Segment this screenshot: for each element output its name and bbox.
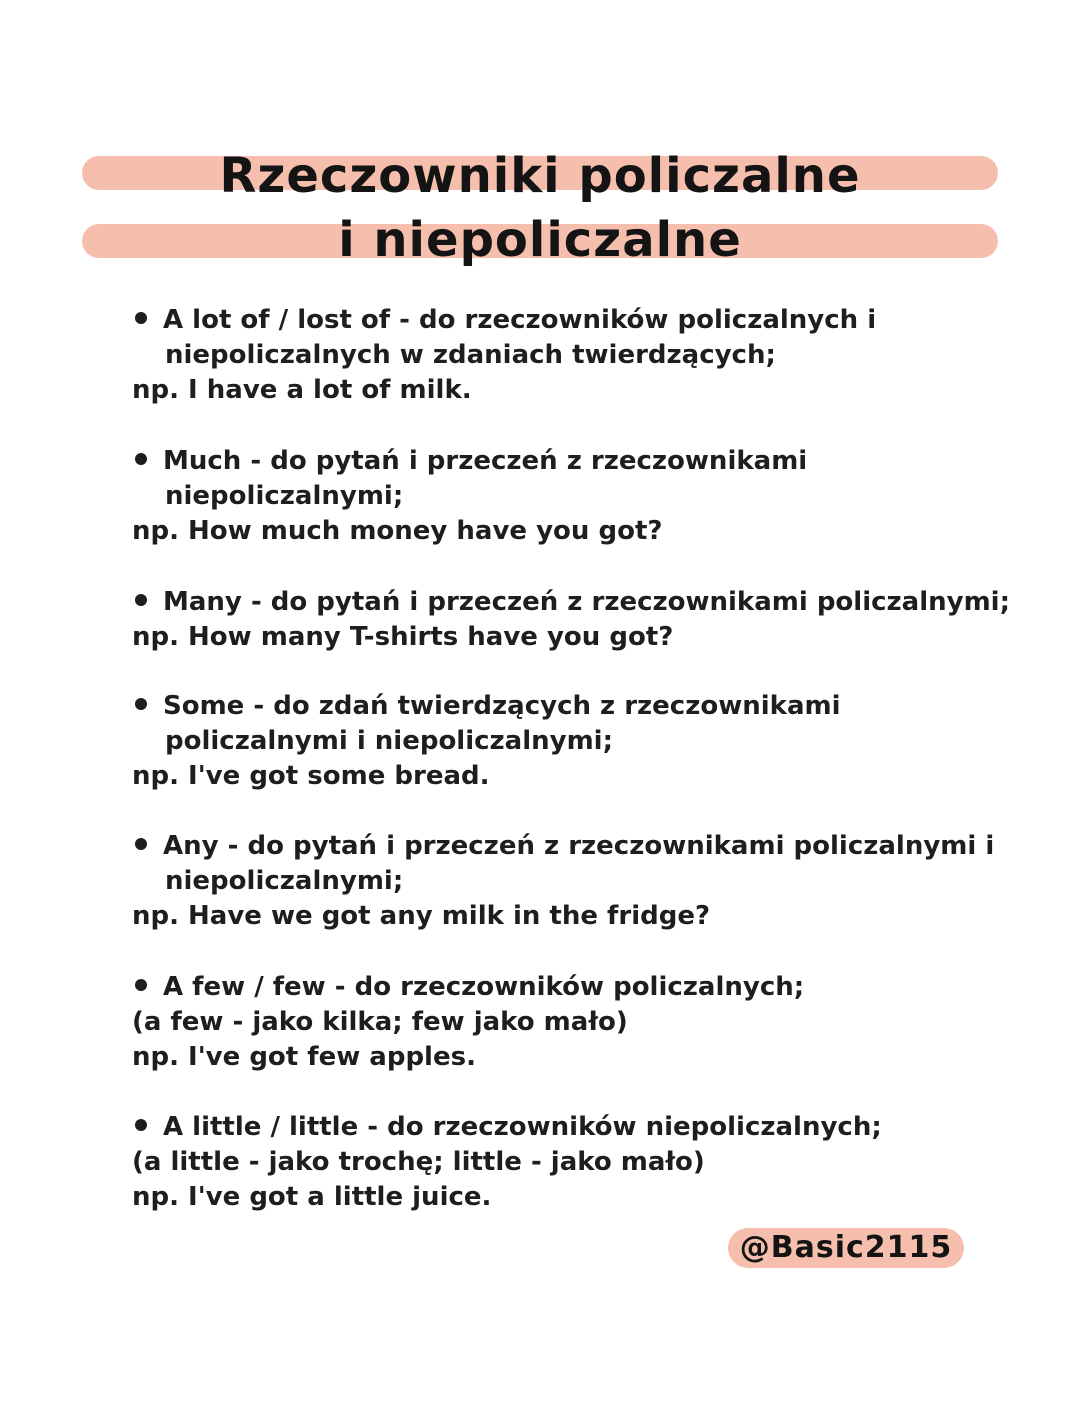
- entry-line: [132, 585, 1012, 620]
- entry-example: np. Have we got any milk in the fridge?: [132, 901, 711, 931]
- entry-example: np. I've got some bread.: [132, 761, 490, 791]
- entry-some: [132, 689, 1012, 794]
- bullet-icon: [135, 838, 147, 850]
- entry-many: [132, 585, 1012, 655]
- entry-term: Many: [163, 585, 242, 620]
- entry-line: [132, 1110, 1012, 1145]
- entry-description-continued: niepoliczalnymi;: [165, 481, 404, 511]
- entry-description: - do pytań i przeczeń z rzeczownikami policzalnymi i: [218, 831, 995, 861]
- entry-much: [132, 444, 1012, 549]
- entry-description: - do rzeczowników policzalnych i: [390, 305, 877, 335]
- page-title-line-1: Rzeczowniki policzalne: [219, 148, 861, 204]
- entry-line: [132, 689, 1012, 724]
- entry-term: A little / little: [163, 1110, 358, 1145]
- entry-a-little: [132, 1110, 1012, 1215]
- bullet-icon: [135, 1119, 147, 1131]
- entry-description-continued: policzalnymi i niepoliczalnymi;: [165, 726, 613, 756]
- entry-example: np. How much money have you got?: [132, 516, 663, 546]
- entry-term: Much: [163, 444, 241, 479]
- entry-term: A lot of / lost of: [163, 303, 390, 338]
- entry-note: (a few - jako kilka; few jako mało): [132, 1007, 628, 1037]
- bullet-icon: [135, 312, 147, 324]
- entry-term: Any: [163, 829, 219, 864]
- entry-example: np. How many T-shirts have you got?: [132, 622, 674, 652]
- bullet-icon: [135, 698, 147, 710]
- entry-description: - do rzeczowników policzalnych;: [325, 972, 805, 1002]
- entry-term: Some: [163, 689, 244, 724]
- page-title-line-2: i niepoliczalne: [338, 212, 742, 268]
- bullet-icon: [135, 453, 147, 465]
- entry-a-few: [132, 970, 1012, 1075]
- entry-example: np. I have a lot of milk.: [132, 375, 472, 405]
- entry-example: np. I've got a little juice.: [132, 1182, 492, 1212]
- entry-line: [132, 970, 1012, 1005]
- entry-description: - do rzeczowników niepoliczalnych;: [358, 1112, 882, 1142]
- entry-description-continued: niepoliczalnych w zdaniach twierdzących;: [165, 340, 776, 370]
- entry-description: - do pytań i przeczeń z rzeczownikami policzalnymi;: [241, 587, 1010, 617]
- entry-line: [132, 303, 1012, 338]
- entry-a-lot-of: [132, 303, 1012, 408]
- entry-note: (a little - jako trochę; little - jako mało): [132, 1147, 705, 1177]
- bullet-icon: [135, 594, 147, 606]
- author-handle-badge: @Basic2115: [728, 1228, 964, 1268]
- entry-any: [132, 829, 1012, 934]
- entry-line: [132, 444, 1012, 479]
- entry-description: - do zdań twierdzących z rzeczownikami: [244, 691, 841, 721]
- entry-example: np. I've got few apples.: [132, 1042, 476, 1072]
- entry-description: - do pytań i przeczeń z rzeczownikami: [241, 446, 808, 476]
- entry-line: [132, 829, 1012, 864]
- entry-term: A few / few: [163, 970, 326, 1005]
- bullet-icon: [135, 979, 147, 991]
- entry-description-continued: niepoliczalnymi;: [165, 866, 404, 896]
